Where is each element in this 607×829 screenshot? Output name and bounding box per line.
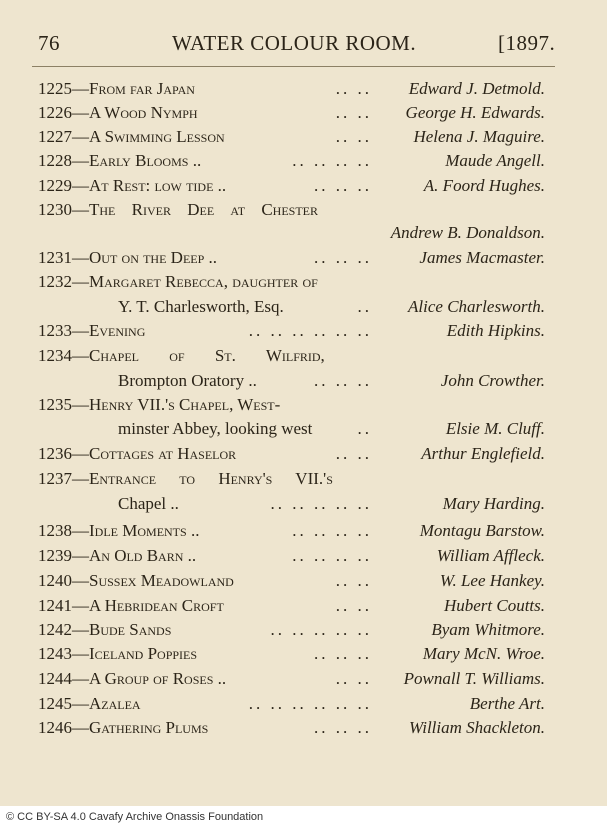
entry-number: 1243	[38, 644, 72, 663]
entry-title: Early Blooms ..	[89, 151, 202, 170]
entry-artist: Helena J. Maguire.	[413, 127, 545, 146]
entry-leader-dots: .. .. ..	[314, 644, 372, 663]
entry-leader-dots: ..	[357, 297, 372, 316]
entry-dash: —	[72, 644, 89, 663]
entry-number: 1244	[38, 669, 72, 688]
entry-leader-dots: .. .. .. .. ..	[270, 494, 372, 513]
entry-artist: Mary Harding.	[442, 494, 545, 513]
entry-title: Iceland Poppies	[89, 644, 198, 663]
entry-artist: Mary McN. Wroe.	[422, 644, 545, 663]
entry-first-line	[38, 345, 325, 367]
entry-first-line	[38, 693, 141, 715]
entry-title: Bude Sands	[89, 620, 172, 639]
entry-number: 1231	[38, 248, 72, 267]
entry-dash: —	[72, 151, 89, 170]
license-credit: © CC BY-SA 4.0 Cavafy Archive Onassis Foundation	[6, 811, 264, 823]
entry-dash: —	[72, 103, 89, 122]
entry-first-line	[38, 78, 195, 100]
entry-title: Chapel of St. Wilfrid,	[89, 346, 325, 365]
entry-dash: —	[72, 200, 89, 219]
entry-first-line	[38, 394, 280, 416]
entry-first-line	[38, 443, 236, 465]
entry-title-continuation: Chapel ..	[118, 494, 179, 513]
entry-leader-dots: .. .. .. ..	[292, 546, 372, 565]
entry-artist: Byam Whitmore.	[431, 620, 545, 639]
entry-title: A Group of Roses ..	[89, 669, 227, 688]
entry-number: 1235	[38, 395, 72, 414]
entry-first-line	[38, 643, 197, 665]
entry-first-line	[38, 199, 318, 221]
entry-leader-dots: .. .. .. .. .. ..	[248, 321, 372, 340]
entry-title-continuation: minster Abbey, looking west	[118, 419, 313, 438]
entry-first-line	[38, 545, 196, 567]
entry-artist: Maude Angell.	[445, 151, 545, 170]
entry-leader-dots: .. ..	[335, 444, 372, 463]
entry-first-line	[38, 126, 225, 148]
entry-leader-dots: .. .. .. ..	[292, 151, 372, 170]
entry-leader-dots: ..	[357, 419, 372, 438]
entry-artist: Edward J. Detmold.	[408, 79, 545, 98]
entry-title: Azalea	[89, 694, 141, 713]
entry-dash: —	[72, 321, 89, 340]
entry-number: 1246	[38, 718, 72, 737]
entry-title: Gathering Plums	[89, 718, 209, 737]
entry-artist: Hubert Coutts.	[443, 596, 545, 615]
entry-first-line	[38, 570, 234, 592]
entry-artist: William Shackleton.	[409, 718, 545, 737]
entry-title: From far Japan	[89, 79, 195, 98]
entry-artist: Berthe Art.	[469, 694, 545, 713]
entry-number: 1228	[38, 151, 72, 170]
entry-number: 1245	[38, 694, 72, 713]
entry-dash: —	[72, 176, 89, 195]
entry-artist: William Affleck.	[436, 546, 545, 565]
page-number: 76	[38, 31, 60, 55]
entry-number: 1233	[38, 321, 72, 340]
entry-title: A Swimming Lesson	[89, 127, 225, 146]
entry-title-continuation: Brompton Oratory ..	[118, 371, 257, 390]
entry-leader-dots: .. .. ..	[314, 176, 372, 195]
entry-leader-dots: .. ..	[335, 571, 372, 590]
entry-artist: Elsie M. Cluff.	[445, 419, 545, 438]
entry-title: Idle Moments ..	[89, 521, 200, 540]
entry-title: Henry VII.'s Chapel, West-	[89, 395, 281, 414]
entry-artist: John Crowther.	[440, 371, 545, 390]
entry-artist: Alice Charlesworth.	[408, 297, 545, 316]
entry-number: 1237	[38, 469, 72, 488]
entry-artist: Montagu Barstow.	[419, 521, 545, 540]
entry-artist: W. Lee Hankey.	[439, 571, 545, 590]
entry-dash: —	[72, 127, 89, 146]
entry-leader-dots: .. .. ..	[314, 248, 372, 267]
entry-number: 1240	[38, 571, 72, 590]
entry-dash: —	[72, 346, 89, 365]
entry-number: 1241	[38, 596, 72, 615]
entry-dash: —	[72, 79, 89, 98]
entry-dash: —	[72, 469, 89, 488]
entry-artist: Edith Hipkins.	[446, 321, 545, 340]
entry-number: 1229	[38, 176, 72, 195]
entry-title-continuation: Y. T. Charlesworth, Esq.	[118, 297, 284, 316]
entry-artist: Arthur Englefield.	[421, 444, 545, 463]
entry-first-line	[38, 468, 333, 490]
entry-dash: —	[72, 521, 89, 540]
entry-dash: —	[72, 694, 89, 713]
entry-title: Cottages at Haselor	[89, 444, 237, 463]
entry-artist: Andrew B. Donaldson.	[390, 223, 545, 242]
entry-leader-dots: .. .. .. .. ..	[270, 620, 372, 639]
entry-leader-dots: .. .. ..	[314, 371, 372, 390]
entry-dash: —	[72, 669, 89, 688]
entry-first-line	[38, 247, 217, 269]
entry-title: An Old Barn ..	[89, 546, 197, 565]
entry-first-line	[38, 619, 171, 641]
entry-dash: —	[72, 546, 89, 565]
entry-leader-dots: .. .. .. .. .. ..	[248, 694, 372, 713]
page-title: WATER COLOUR ROOM.	[172, 31, 417, 55]
entry-artist: James Macmaster.	[419, 248, 545, 267]
entry-number: 1232	[38, 272, 72, 291]
entry-first-line	[38, 102, 198, 124]
entry-dash: —	[72, 272, 89, 291]
entry-number: 1242	[38, 620, 72, 639]
entry-first-line	[38, 175, 226, 197]
entry-title: Out on the Deep ..	[89, 248, 218, 267]
entry-number: 1227	[38, 127, 72, 146]
entry-title: A Hebridean Croft	[89, 596, 224, 615]
entry-number: 1226	[38, 103, 72, 122]
entry-title: A Wood Nymph	[89, 103, 198, 122]
entry-number: 1238	[38, 521, 72, 540]
entry-artist: A. Foord Hughes.	[423, 176, 545, 195]
entry-title: Evening	[89, 321, 146, 340]
entry-first-line	[38, 520, 199, 542]
entry-title: At Rest: low tide ..	[89, 176, 227, 195]
entry-leader-dots: .. .. .. ..	[292, 521, 372, 540]
entry-leader-dots: .. ..	[335, 669, 372, 688]
entry-leader-dots: .. ..	[335, 596, 372, 615]
entry-first-line	[38, 595, 224, 617]
entry-artist: Pownall T. Williams.	[403, 669, 545, 688]
entry-first-line	[38, 320, 145, 342]
entry-dash: —	[72, 718, 89, 737]
entry-leader-dots: .. .. ..	[314, 718, 372, 737]
entry-number: 1230	[38, 200, 72, 219]
entry-first-line	[38, 717, 208, 739]
entry-first-line	[38, 150, 201, 172]
entry-leader-dots: .. ..	[335, 79, 372, 98]
entry-number: 1236	[38, 444, 72, 463]
entry-title: Margaret Rebecca, daughter of	[89, 272, 318, 291]
page-year: [1897.	[498, 31, 556, 55]
entry-number: 1225	[38, 79, 72, 98]
entry-number: 1234	[38, 346, 72, 365]
entry-leader-dots: .. ..	[335, 127, 372, 146]
entry-first-line	[38, 271, 318, 293]
entry-first-line	[38, 668, 226, 690]
entry-artist: George H. Edwards.	[405, 103, 545, 122]
entry-dash: —	[72, 596, 89, 615]
entry-title: Sussex Meadowland	[89, 571, 234, 590]
entry-title: The River Dee at Chester	[89, 200, 318, 219]
entry-dash: —	[72, 444, 89, 463]
entry-title: Entrance to Henry's VII.'s	[89, 469, 333, 488]
entry-dash: —	[72, 248, 89, 267]
entry-leader-dots: .. ..	[335, 103, 372, 122]
entry-dash: —	[72, 620, 89, 639]
entry-dash: —	[72, 571, 89, 590]
entry-dash: —	[72, 395, 89, 414]
entry-number: 1239	[38, 546, 72, 565]
